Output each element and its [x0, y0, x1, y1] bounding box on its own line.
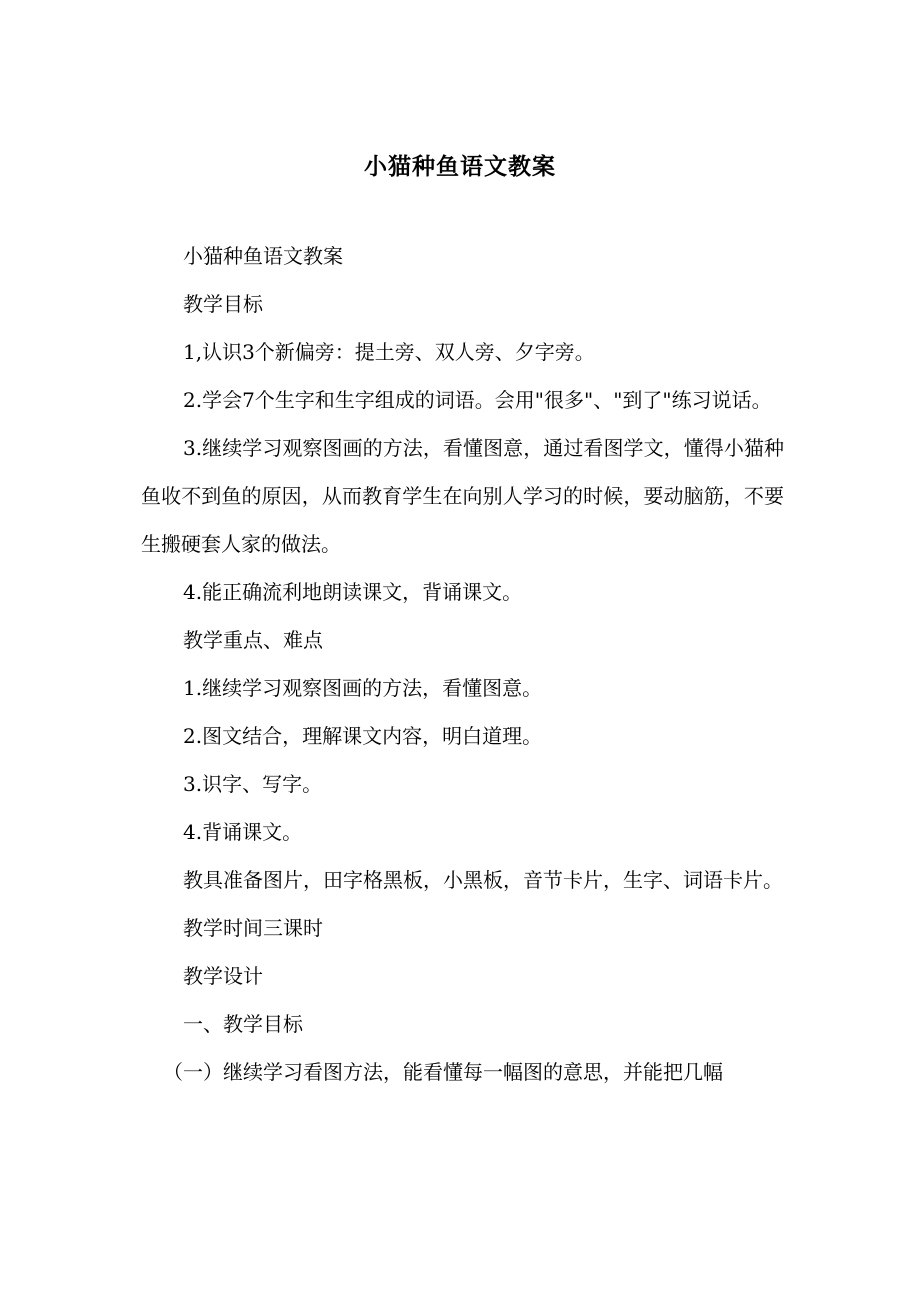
paragraph-teaching-aids: 教具准备图片，田字格黑板，小黑板，音节卡片，生字、词语卡片。: [183, 868, 783, 892]
paragraph-section-one-heading: 一、教学目标: [183, 1012, 303, 1036]
paragraph-key-points-heading: 教学重点、难点: [183, 628, 323, 652]
paragraph-objective-2: 2.学会7个生字和生字组成的词语。会用"很多"、"到了"练习说话。: [183, 388, 772, 412]
paragraph-objective-3: 3.继续学习观察图画的方法，看懂图意，通过看图学文，懂得小猫种鱼收不到鱼的原因，从而教育学生在向别人学习的时候，要动脑筋，不要生搬硬套人家的做法。: [141, 436, 784, 556]
paragraph-objectives-heading: 教学目标: [183, 292, 263, 316]
paragraph-objective-4: 4.能正确流利地朗读课文，背诵课文。: [183, 580, 523, 604]
paragraph-key-point-4: 4.背诵课文。: [183, 820, 303, 844]
paragraph-key-point-2: 2.图文结合，理解课文内容，明白道理。: [183, 724, 543, 748]
paragraph-key-point-1: 1.继续学习观察图画的方法，看懂图意。: [183, 676, 543, 700]
paragraph-key-point-3: 3.识字、写字。: [183, 772, 323, 796]
paragraph-teaching-time: 教学时间三课时: [183, 916, 323, 940]
document-body: [141, 232, 784, 1096]
document-title: 小猫种鱼语文教案: [364, 154, 556, 180]
paragraph-objective-1: 1,认识3个新偏旁：提土旁、双人旁、夕字旁。: [183, 340, 595, 364]
paragraph-heading: 小猫种鱼语文教案: [183, 244, 343, 268]
paragraph-section-one-item-1: （一）继续学习看图方法，能看懂每一幅图的意思，并能把几幅: [163, 1060, 723, 1084]
paragraph-teaching-design: 教学设计: [183, 964, 263, 988]
